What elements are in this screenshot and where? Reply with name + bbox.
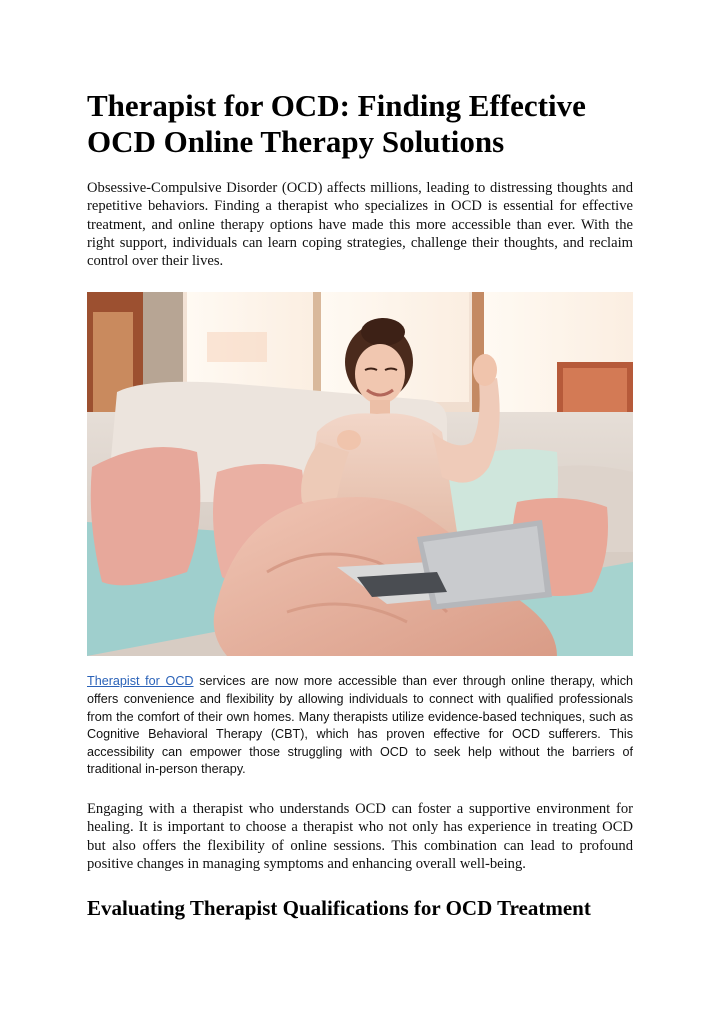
supportive-environment-paragraph: Engaging with a therapist who understands OCD can foster a supportive environment for healing. It is important to choose a therapist who not only has experience in treating OCD but also offers the flexibility of online sessions. This combination can lead to profound positive changes in managing symptoms and enhancing overall well-being. [87,801,633,872]
therapist-for-ocd-link[interactable]: Therapist for OCD [87,674,194,689]
hero-image [87,292,633,656]
document-page [87,88,633,921]
section-heading: Evaluating Therapist Qualifications for OCD Treatment [87,896,591,921]
online-therapy-text: services are now more accessible than ever through online therapy, which offers convenience and flexibility by allowing individuals to connect with qualified professionals from the comfort of their own homes. Many therapists utilize evidence-based techniques, such as Cognitive Behavioral Therapy (CBT), which has proven effective for OCD sufferers. This accessibility can empower those struggling with OCD to seek help without the barriers of traditional in-person therapy. [87,674,633,777]
hero-photo-illustration [87,292,633,656]
intro-paragraph: Obsessive-Compulsive Disorder (OCD) affects millions, leading to distressing thoughts and repetitive behaviors. Finding a therapist who specializes in OCD is essential for effective treatment, and online therapy options have made this more accessible than ever. With the right support, individuals can learn coping strategies, challenge their thoughts, and reclaim control over their lives. [87,180,633,270]
page-title: Therapist for OCD: Finding Effective OCD Online Therapy Solutions [87,88,586,159]
online-therapy-paragraph [87,673,633,779]
